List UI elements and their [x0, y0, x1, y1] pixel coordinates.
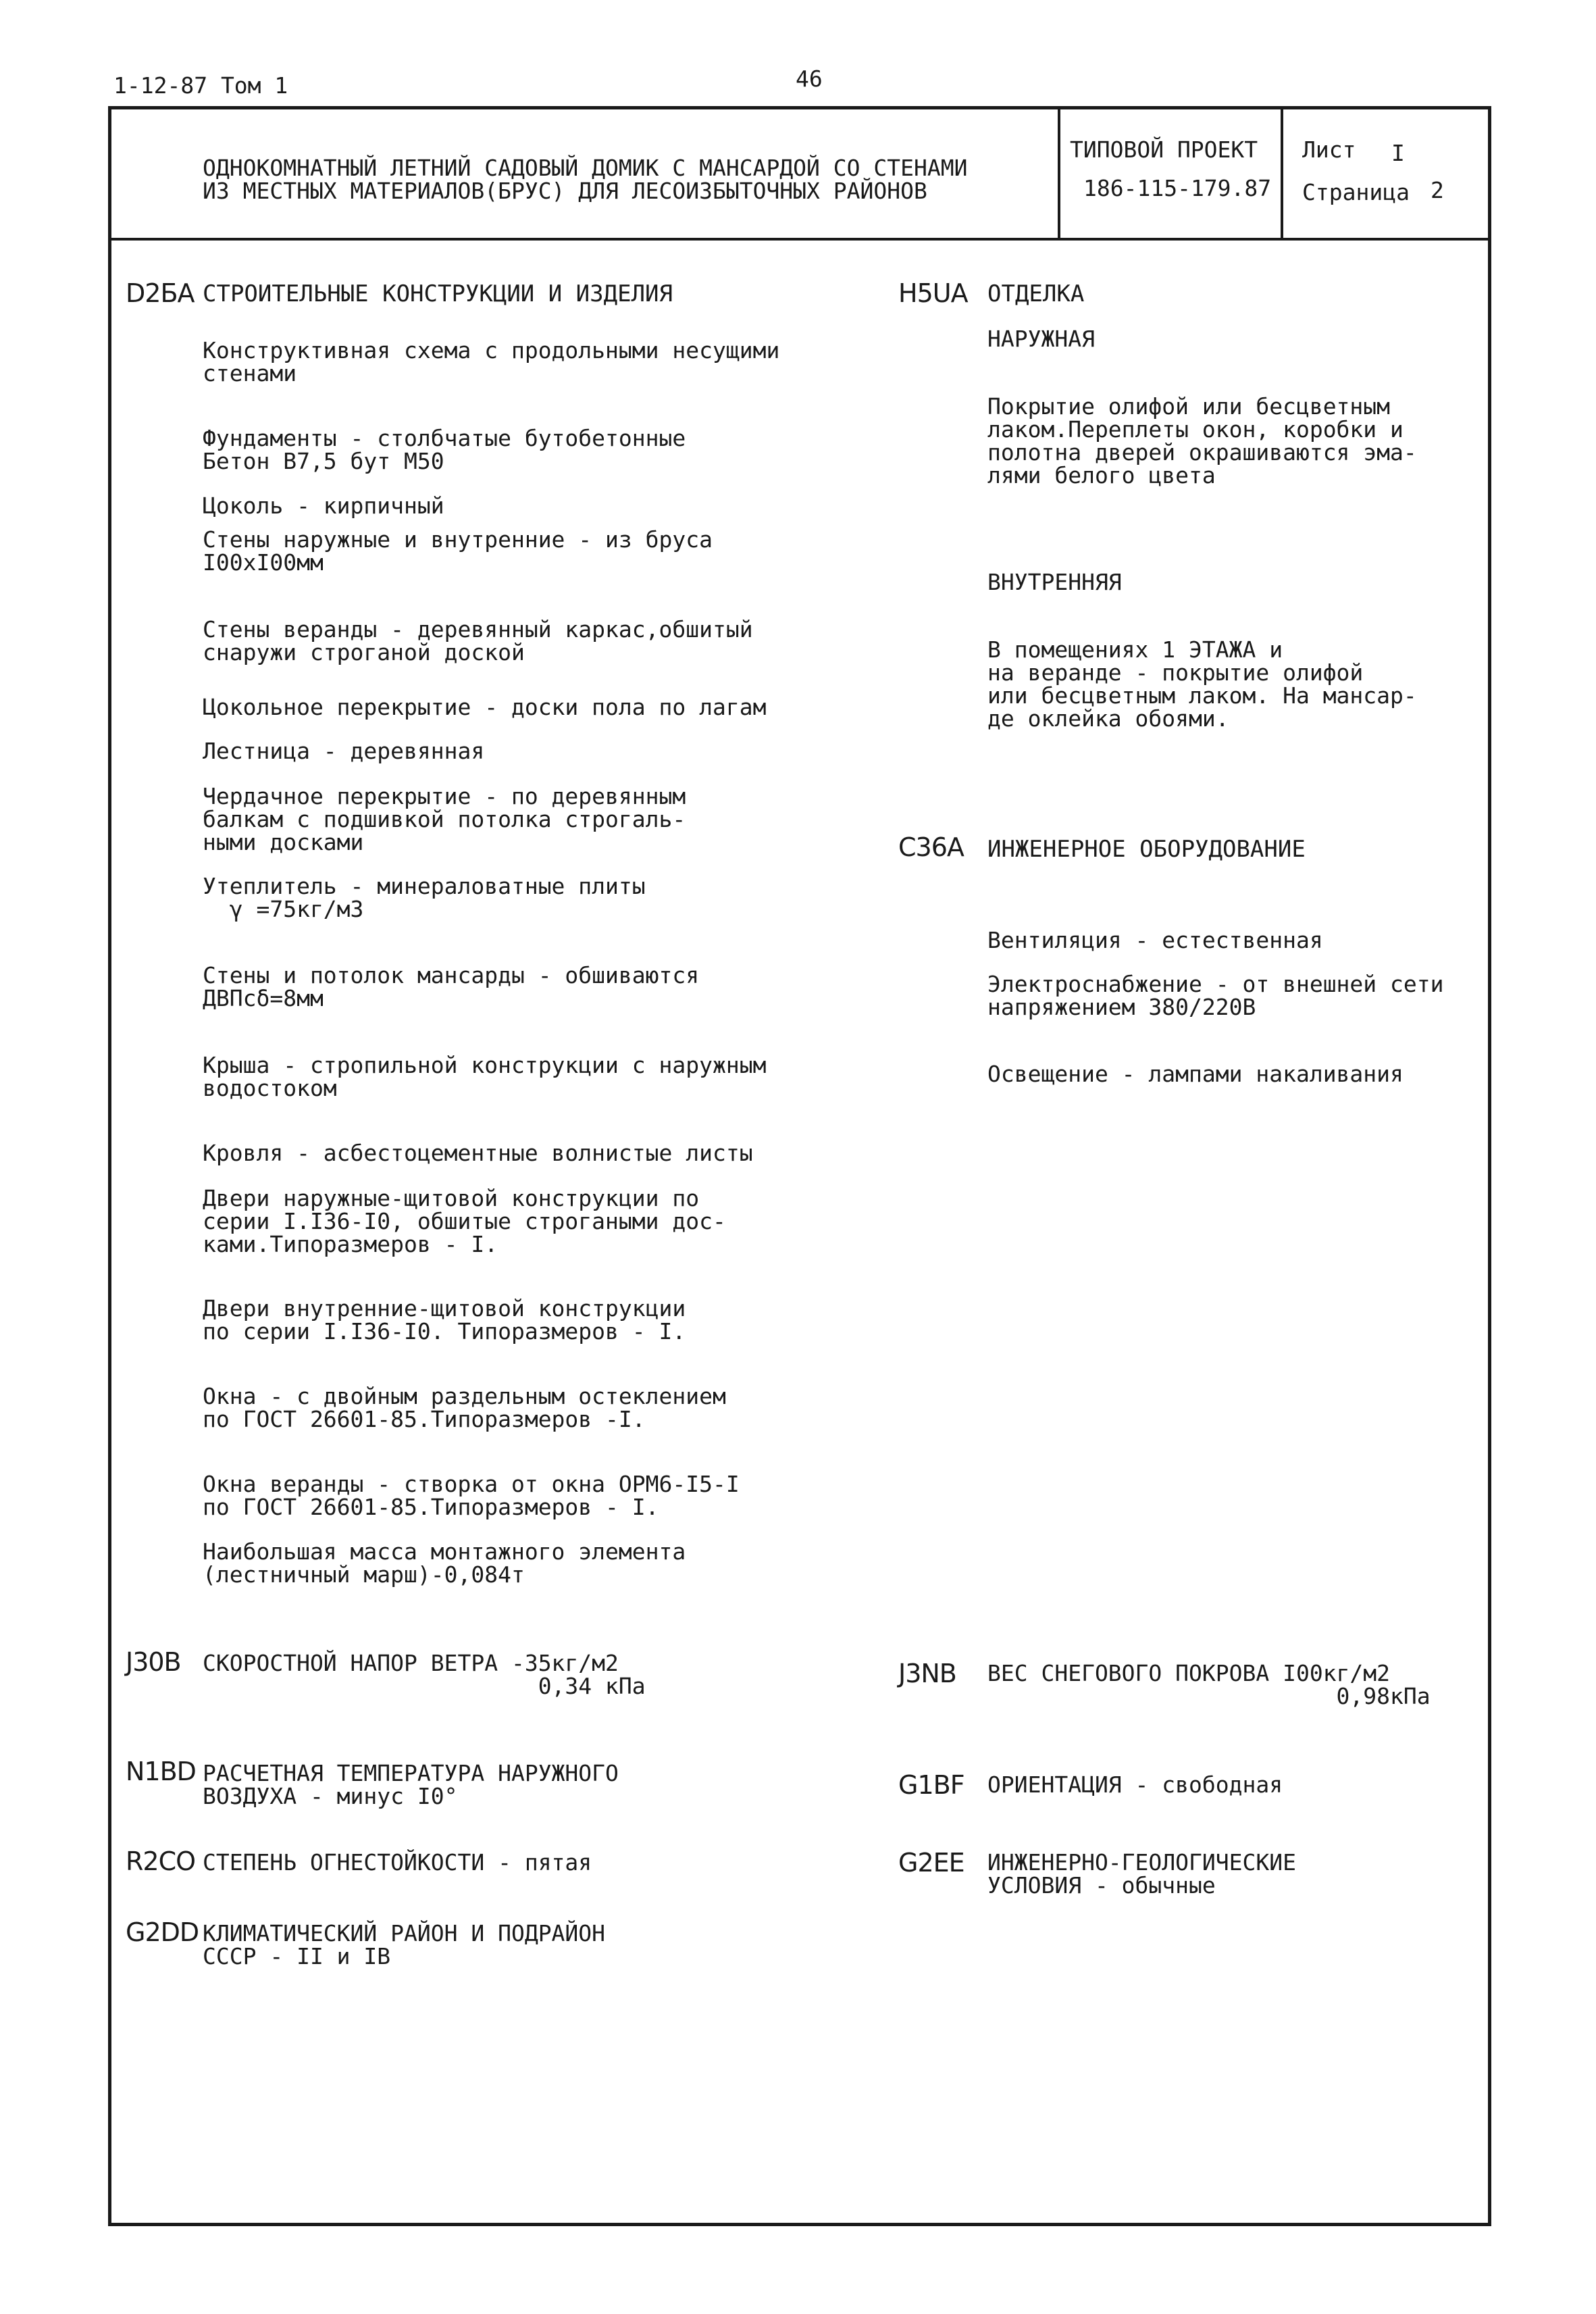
- spec-item: Конструктивная схема с продольными несущими стенами: [203, 337, 780, 386]
- param-code: R2СО: [126, 1846, 196, 1876]
- section-code: D2БА: [126, 278, 195, 308]
- page-label: Страница: [1302, 179, 1410, 205]
- document-title: ОДНОКОМНАТНЫЙ ЛЕТНИЙ САДОВЫЙ ДОМИК С МАНСАРДОЙ СО СТЕНАМИ ИЗ МЕСТНЫХ МАТЕРИАЛОВ(БРУС) ДЛЯ ЛЕСОИЗБЫТОЧНЫХ РАЙОНОВ: [203, 155, 968, 204]
- param-value: ВЕС СНЕГОВОГО ПОКРОВА I00кг/м2 0,98кПа: [987, 1660, 1431, 1709]
- param-value: СКОРОСТНОЙ НАПОР ВЕТРА -35кг/м2 0,34 кПа: [203, 1650, 646, 1699]
- spec-item: Кровля - асбестоцементные волнистые листы: [203, 1140, 753, 1166]
- param-code: J30В: [126, 1647, 181, 1677]
- param-code: G2DD: [126, 1917, 199, 1947]
- subsection-heading: ВНУТРЕННЯЯ: [987, 569, 1122, 595]
- param-code: G1ВF: [898, 1770, 964, 1800]
- page-of-sheet: 2: [1431, 177, 1444, 203]
- spec-item: Окна - с двойным раздельным остеклением по ГОСТ 26601-85.Типоразмеров -I.: [203, 1383, 726, 1432]
- spec-item: Стены и потолок мансарды - обшиваются ДВПсδ=8мм: [203, 962, 700, 1011]
- spec-item: Цокольное перекрытие - доски пола по лагам: [203, 694, 767, 720]
- param-value: РАСЧЕТНАЯ ТЕМПЕРАТУРА НАРУЖНОГО ВОЗДУХА - минус I0°: [203, 1760, 619, 1809]
- spec-item: Цоколь - кирпичный: [203, 493, 444, 519]
- param-code: J3NВ: [898, 1659, 956, 1688]
- sheet-label: Лист: [1302, 136, 1356, 163]
- sheet-number: I: [1391, 140, 1405, 166]
- section-heading: СТРОИТЕЛЬНЫЕ КОНСТРУКЦИИ И ИЗДЕЛИЯ: [203, 280, 673, 307]
- param-value: СТЕПЕНЬ ОГНЕСТОЙКОСТИ - пятая: [203, 1849, 592, 1876]
- series-label: 1-12-87 Том 1: [113, 72, 288, 99]
- section-heading: ОТДЕЛКА: [987, 280, 1085, 307]
- param-value: ОРИЕНТАЦИЯ - свободная: [987, 1771, 1283, 1798]
- param-value: ИНЖЕНЕРНО-ГЕОЛОГИЧЕСКИЕ УСЛОВИЯ - обычные: [987, 1849, 1296, 1898]
- spec-item: Крыша - стропильной конструкции с наружным водостоком: [203, 1052, 767, 1101]
- page-number: 46: [796, 66, 823, 92]
- title-col-divider-2: [1281, 106, 1283, 239]
- spec-item: Чердачное перекрытие - по деревянным балкам с подшивкой потолка строгаль- ными досками: [203, 783, 686, 855]
- section-code: С36А: [898, 832, 964, 862]
- project-label: ТИПОВОЙ ПРОЕКТ: [1070, 136, 1258, 163]
- param-code: N1ВD: [126, 1757, 196, 1786]
- section-code: Н5UА: [898, 278, 968, 308]
- subsection-heading: НАРУЖНАЯ: [987, 326, 1095, 352]
- spec-item: Стены веранды - деревянный каркас,обшитый снаружи строганой доской: [203, 616, 753, 665]
- param-code: G2ЕЕ: [898, 1848, 964, 1878]
- spec-item: Электроснабжение - от внешней сети напряжением 380/220В: [987, 971, 1444, 1020]
- spec-item: Окна веранды - створка от окна ОРМ6-I5-I по ГОСТ 26601-85.Типоразмеров - I.: [203, 1471, 740, 1520]
- spec-item: Покрытие олифой или бесцветным лаком.Переплеты окон, коробки и полотна дверей окрашиваются эма- лями белого цвета: [987, 393, 1417, 488]
- spec-item: Двери наружные-щитовой конструкции по серии I.I36-I0, обшитые строгаными дос- ками.Типоразмеров - I.: [203, 1185, 726, 1257]
- section-heading: ИНЖЕНЕРНОЕ ОБОРУДОВАНИЕ: [987, 836, 1306, 863]
- spec-item: Фундаменты - столбчатые бутобетонные Бетон В7,5 бут М50: [203, 425, 686, 474]
- title-divider: [108, 238, 1491, 241]
- spec-item: Двери внутренние-щитовой конструкции по серии I.I36-I0. Типоразмеров - I.: [203, 1295, 686, 1344]
- project-number: 186-115-179.87: [1083, 175, 1272, 201]
- spec-item: Освещение - лампами накаливания: [987, 1061, 1404, 1087]
- spec-item: Лестница - деревянная: [203, 738, 485, 764]
- spec-item: Наибольшая масса монтажного элемента (лестничный марш)-0,084т: [203, 1538, 686, 1588]
- title-col-divider-1: [1058, 106, 1060, 239]
- param-value: КЛИМАТИЧЕСКИЙ РАЙОН И ПОДРАЙОН СССР - II и IВ: [203, 1920, 606, 1969]
- spec-item: Вентиляция - естественная: [987, 927, 1323, 953]
- spec-item: Стены наружные и внутренние - из бруса I00xI00мм: [203, 526, 713, 576]
- spec-item: В помещениях 1 ЭТАЖА и на веранде - покрытие олифой или бесцветным лаком. На мансар- де оклейка обоями.: [987, 636, 1417, 732]
- spec-item: Утеплитель - минераловатные плиты γ =75кг/м3: [203, 873, 646, 922]
